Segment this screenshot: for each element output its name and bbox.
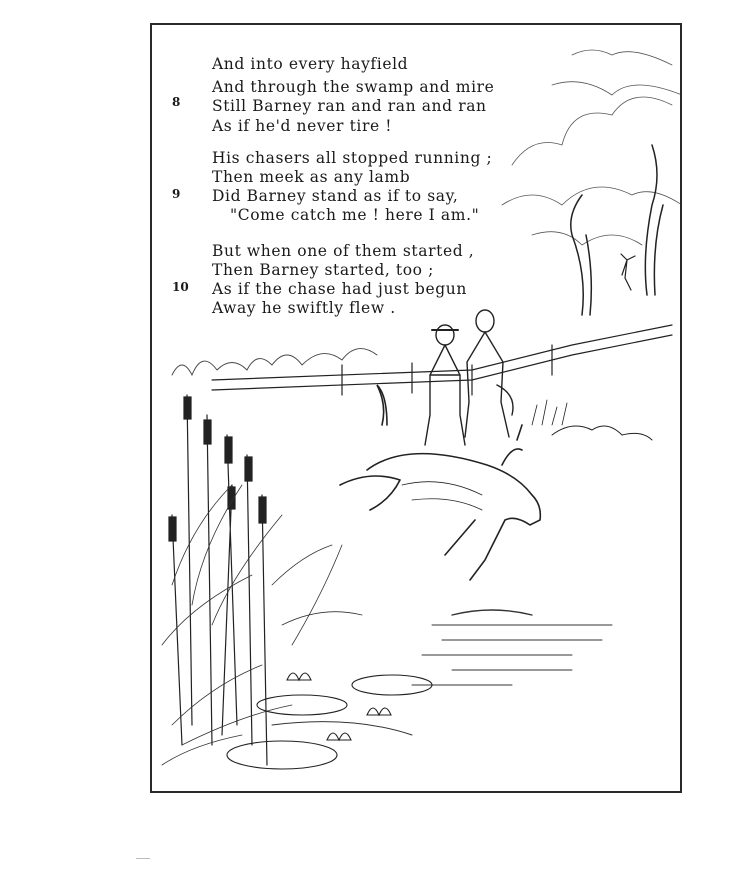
verse-line: His chasers all stopped running ;	[212, 149, 493, 167]
verse-line: As if he'd never tire !	[212, 117, 393, 135]
verse-line: Away he swiftly flew .	[212, 299, 396, 317]
verse-number: 9	[172, 187, 181, 201]
verse-line: And into every hayfield	[212, 55, 409, 73]
verse-line: Then meek as any lamb	[212, 168, 411, 186]
brush	[532, 400, 567, 425]
verse-line: "Come catch me ! here I am."	[230, 206, 480, 224]
verse-line: Then Barney started, too ;	[212, 261, 434, 279]
tree-trunks	[571, 145, 663, 315]
verse-number: 8	[172, 95, 181, 109]
rail-fence	[212, 325, 672, 395]
illustration	[152, 25, 682, 793]
verse-number: 10	[172, 280, 189, 294]
rocks	[552, 426, 652, 440]
lily-pads	[227, 673, 432, 769]
page-scan-mark	[136, 858, 150, 859]
distant-figure	[621, 254, 635, 290]
pond-water	[272, 610, 612, 735]
cattails	[169, 395, 267, 765]
verse-line: Still Barney ran and ran and ran	[212, 97, 487, 115]
hedgerow	[172, 349, 377, 375]
page-frame	[150, 23, 682, 793]
two-men	[425, 310, 513, 445]
donkey	[340, 385, 540, 580]
tree-canopy	[502, 50, 682, 245]
verse-line: As if the chase had just begun	[212, 280, 467, 298]
verse-line: But when one of them started ,	[212, 242, 475, 260]
verse-line: Did Barney stand as if to say,	[212, 187, 459, 205]
verse-line: And through the swamp and mire	[212, 78, 495, 96]
